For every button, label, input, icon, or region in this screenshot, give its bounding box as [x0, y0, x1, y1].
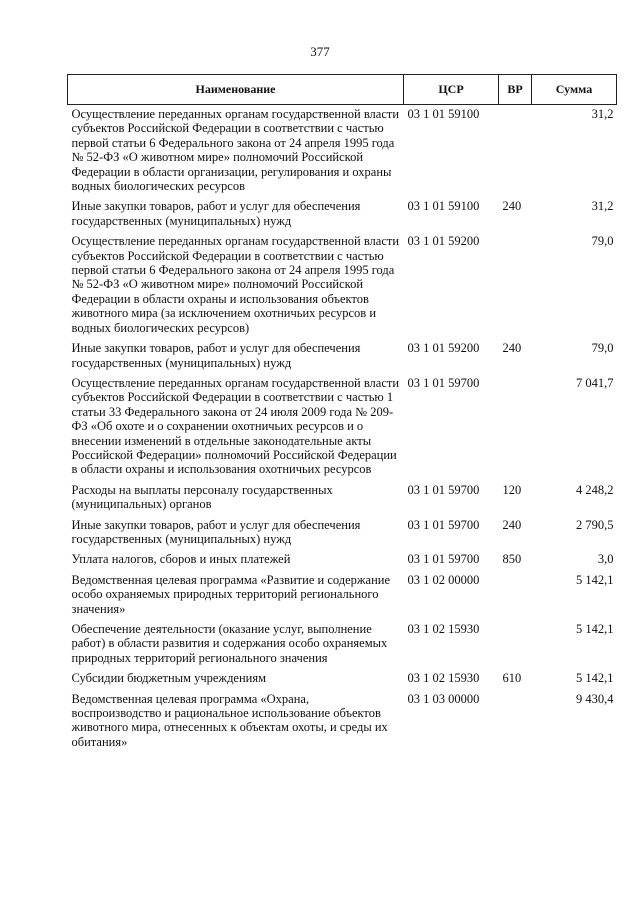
- row-vr: [499, 620, 532, 669]
- row-csr: 03 1 01 59100: [407, 107, 480, 121]
- row-vr: [499, 374, 532, 481]
- table-body: [68, 105, 617, 754]
- row-csr: 03 1 01 59700: [407, 375, 480, 390]
- row-csr: 03 1 01 59700: [407, 552, 480, 567]
- row-sum: 79,0: [591, 341, 614, 356]
- row-sum: 9 430,4: [576, 691, 614, 706]
- row-name: Иные закупки товаров, работ и услуг для обеспечения государственных (муниципальных) нужд: [71, 341, 361, 370]
- table-row: [68, 105, 617, 198]
- row-name: Ведомственная целевая программа «Развитие и содержание особо охраняемых природных территорий регионального значения»: [71, 572, 391, 616]
- row-sum: 4 248,2: [576, 482, 614, 497]
- row-vr: 850: [502, 552, 522, 567]
- table-row: [68, 197, 617, 232]
- table-row: [68, 620, 617, 669]
- row-vr: [499, 690, 532, 754]
- row-name: Осуществление переданных органам государственной власти субъектов Российской Федерации в соответствии с частью первой статьи 6 Федерального закона от 24 апреля 1995 года № 52-ФЗ «О животном мире» полномочий Российской Федерации в области организации, регулирования и охраны водных биологических ресурсов: [71, 107, 400, 194]
- row-vr: 610: [502, 671, 522, 686]
- row-vr: 240: [502, 341, 522, 356]
- row-name: Иные закупки товаров, работ и услуг для обеспечения государственных (муниципальных) нужд: [71, 517, 361, 546]
- row-vr: [499, 571, 532, 620]
- table-row: [68, 374, 617, 481]
- row-vr: 120: [502, 482, 522, 497]
- row-csr: 03 1 03 00000: [407, 691, 480, 706]
- row-csr: 03 1 01 59100: [407, 199, 480, 214]
- row-sum: 7 041,7: [576, 375, 614, 390]
- row-sum: 5 142,1: [576, 671, 614, 686]
- header-sum: Сумма: [532, 75, 617, 105]
- row-sum: 79,0: [591, 234, 614, 249]
- header-vr: ВР: [499, 75, 532, 105]
- row-vr: [499, 105, 532, 198]
- row-csr: 03 1 02 15930: [407, 622, 480, 636]
- row-vr: 240: [502, 199, 522, 214]
- table-row: [68, 481, 617, 516]
- row-csr: 03 1 02 00000: [407, 572, 480, 587]
- row-sum: 31,2: [591, 107, 614, 121]
- row-csr: 03 1 01 59700: [407, 517, 480, 532]
- table-row: [68, 669, 617, 689]
- row-name: Иные закупки товаров, работ и услуг для обеспечения государственных (муниципальных) нужд: [71, 199, 361, 228]
- row-name: Расходы на выплаты персоналу государственных (муниципальных) органов: [71, 482, 333, 512]
- row-sum: 3,0: [597, 552, 614, 567]
- row-name: Осуществление переданных органам государственной власти субъектов Российской Федерации в соответствии с частью 1 статьи 33 Федерального закона от 24 июля 2009 года № 209-ФЗ «Об охоте и о сохранении охотничьих ресурсов и о внесении изменений в отдельные законодательные акты Российской Федерации» полномочий Российской Федерации в области охраны и использования охотничьих ресурсов: [71, 375, 400, 477]
- row-csr: 03 1 01 59200: [407, 341, 480, 356]
- table-header: [68, 75, 617, 105]
- table-row: [68, 690, 617, 754]
- budget-table: [67, 74, 617, 753]
- row-name: Ведомственная целевая программа «Охрана, воспроизводство и рациональное использование объектов животного мира, отнесенных к объектам охоты, и среды их обитания»: [71, 691, 388, 749]
- row-sum: 2 790,5: [576, 517, 614, 532]
- row-csr: 03 1 02 15930: [407, 671, 480, 686]
- header-name: Наименование: [68, 75, 404, 105]
- table-row: [68, 516, 617, 551]
- row-csr: 03 1 01 59200: [407, 234, 480, 249]
- table-row: [68, 550, 617, 570]
- row-sum: 31,2: [591, 199, 614, 214]
- table-row: [68, 571, 617, 620]
- row-vr: 240: [502, 517, 522, 532]
- row-sum: 5 142,1: [576, 572, 614, 587]
- table-header-row: [68, 75, 617, 105]
- row-name: Обеспечение деятельности (оказание услуг, выполнение работ) в области развития и содержания особо охраняемых природных территорий регионального значения: [71, 622, 388, 665]
- row-name: Субсидии бюджетным учреждениям: [71, 671, 267, 686]
- row-csr: 03 1 01 59700: [407, 482, 480, 497]
- header-csr: ЦСР: [404, 75, 499, 105]
- table-row: [68, 339, 617, 374]
- row-vr: [499, 232, 532, 339]
- row-name: Уплата налогов, сборов и иных платежей: [71, 552, 291, 567]
- row-name: Осуществление переданных органам государственной власти субъектов Российской Федерации в соответствии с частью первой статьи 6 Федерального закона от 24 апреля 1995 года № 52-ФЗ «О животном мире» полномочий Российской Федерации в области охраны и использования объектов животного мира (за исключением охотничьих ресурсов и водных биологических ресурсов): [71, 234, 400, 335]
- row-sum: 5 142,1: [576, 622, 614, 636]
- table-row: [68, 232, 617, 339]
- page-number: 377: [310, 44, 330, 59]
